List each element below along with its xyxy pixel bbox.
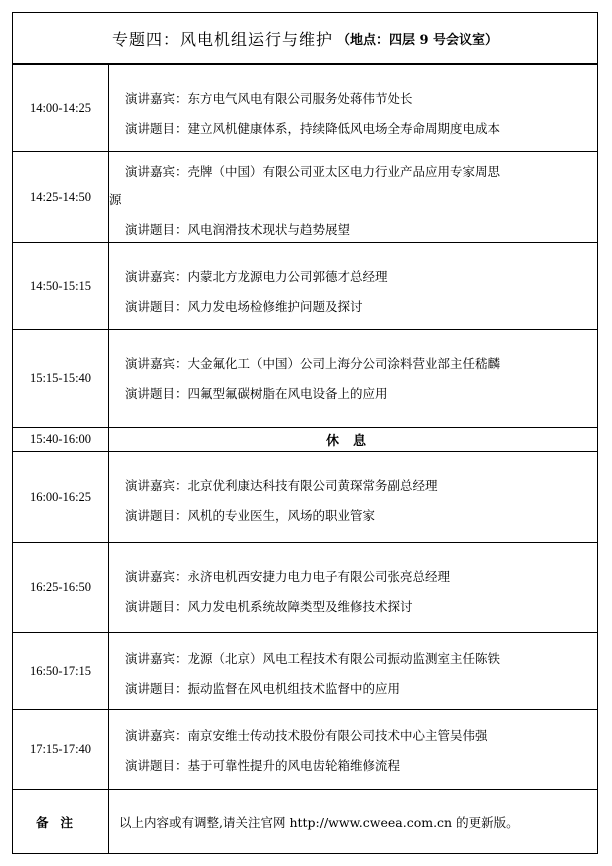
topic-label: 演讲题目： [125, 681, 188, 696]
notes-row [13, 790, 597, 853]
notes-label-cell [13, 790, 109, 853]
table-title [13, 13, 597, 65]
speaker-name: 东方电气风电有限公司服务处蒋伟节处长 [187, 91, 413, 106]
speaker-line-cont [109, 192, 597, 208]
topic-label: 演讲题目： [125, 121, 188, 136]
speaker-label: 演讲嘉宾： [125, 651, 188, 666]
speaker-line [125, 478, 597, 494]
title-location: （地点：四层 9 号会议室） [336, 32, 499, 48]
content-cell [109, 452, 597, 542]
content-cell [109, 243, 597, 329]
speaker-name: 南京安维士传动技术股份有限公司技术中心主管吴伟强 [187, 728, 488, 743]
content-cell [109, 633, 597, 709]
time-cell: 15:40-16:00 [13, 428, 109, 451]
speaker-label: 演讲嘉宾： [125, 728, 188, 743]
speaker-name: 内蒙北方龙源电力公司郭德才总经理 [187, 269, 388, 284]
topic-label: 演讲题目： [125, 599, 188, 614]
table-row [13, 65, 597, 152]
table-row [13, 152, 597, 243]
topic-line [125, 681, 597, 697]
topic-text: 建立风机健康体系，持续降低风电场全寿命周期度电成本 [187, 121, 501, 136]
time-cell: 14:50-15:15 [13, 243, 109, 329]
speaker-line [125, 164, 597, 180]
speaker-name-cont: 源 [109, 192, 122, 207]
content-cell [109, 428, 597, 451]
speaker-line [125, 651, 597, 667]
notes-content-cell [109, 790, 597, 853]
topic-line [125, 508, 597, 524]
topic-line [125, 222, 597, 238]
topic-line [125, 299, 597, 315]
speaker-label: 演讲嘉宾： [125, 569, 188, 584]
topic-line [125, 121, 597, 137]
content-cell [109, 710, 597, 789]
time-cell: 16:50-17:15 [13, 633, 109, 709]
speaker-name: 龙源（北京）风电工程技术有限公司振动监测室主任陈铁 [187, 651, 501, 666]
speaker-label: 演讲嘉宾： [125, 356, 188, 371]
speaker-line [125, 269, 597, 285]
table-row [13, 330, 597, 428]
topic-label: 演讲题目： [125, 758, 188, 773]
speaker-line [125, 356, 597, 372]
time-cell: 14:25-14:50 [13, 152, 109, 242]
title-main: 专题四：风电机组运行与维护 [111, 29, 333, 49]
topic-label: 演讲题目： [125, 222, 188, 237]
notes-label: 备注 [35, 815, 85, 830]
speaker-label: 演讲嘉宾： [125, 164, 188, 179]
topic-label: 演讲题目： [125, 299, 188, 314]
speaker-label: 演讲嘉宾： [125, 269, 188, 284]
topic-text: 基于可靠性提升的风电齿轮箱维修流程 [187, 758, 401, 773]
speaker-name: 永济电机西安捷力电力电子有限公司张亮总经理 [187, 569, 451, 584]
topic-text: 四氟型氟碳树脂在风电设备上的应用 [187, 386, 388, 401]
table-row [13, 452, 597, 543]
break-label: 休息 [325, 434, 380, 449]
time-cell: 14:00-14:25 [13, 65, 109, 151]
speaker-line [125, 569, 597, 585]
topic-line [125, 599, 597, 615]
speaker-label: 演讲嘉宾： [125, 478, 188, 493]
topic-text: 风力发电场检修维护问题及探讨 [187, 299, 363, 314]
content-cell [109, 152, 597, 242]
speaker-label: 演讲嘉宾： [125, 91, 188, 106]
topic-text: 振动监督在风电机组技术监督中的应用 [187, 681, 401, 696]
topic-label: 演讲题目： [125, 386, 188, 401]
content-cell [109, 65, 597, 151]
schedule-table [12, 12, 598, 854]
notes-text: 以上内容或有调整,请关注官网 http://www.cweea.com.cn 的更新版。 [119, 814, 519, 830]
topic-text: 风电润滑技术现状与趋势展望 [187, 222, 351, 237]
time-cell: 15:15-15:40 [13, 330, 109, 427]
speaker-name: 北京优利康达科技有限公司黄琛常务副总经理 [187, 478, 438, 493]
topic-line [125, 758, 597, 774]
topic-text: 风力发电机系统故障类型及维修技术探讨 [187, 599, 413, 614]
speaker-line [125, 728, 597, 744]
table-row [13, 633, 597, 710]
topic-line [125, 386, 597, 402]
speaker-line [125, 91, 597, 107]
time-cell: 17:15-17:40 [13, 710, 109, 789]
table-row [13, 243, 597, 330]
speaker-name: 壳牌（中国）有限公司亚太区电力行业产品应用专家周思 [187, 164, 501, 179]
table-row [13, 543, 597, 633]
content-cell [109, 330, 597, 427]
topic-text: 风机的专业医生，风场的职业管家 [187, 508, 376, 523]
time-cell: 16:00-16:25 [13, 452, 109, 542]
table-row [13, 710, 597, 790]
topic-label: 演讲题目： [125, 508, 188, 523]
time-cell: 16:25-16:50 [13, 543, 109, 632]
speaker-name: 大金氟化工（中国）公司上海分公司涂料营业部主任嵇麟 [187, 356, 501, 371]
table-row-break [13, 428, 597, 452]
content-cell [109, 543, 597, 632]
